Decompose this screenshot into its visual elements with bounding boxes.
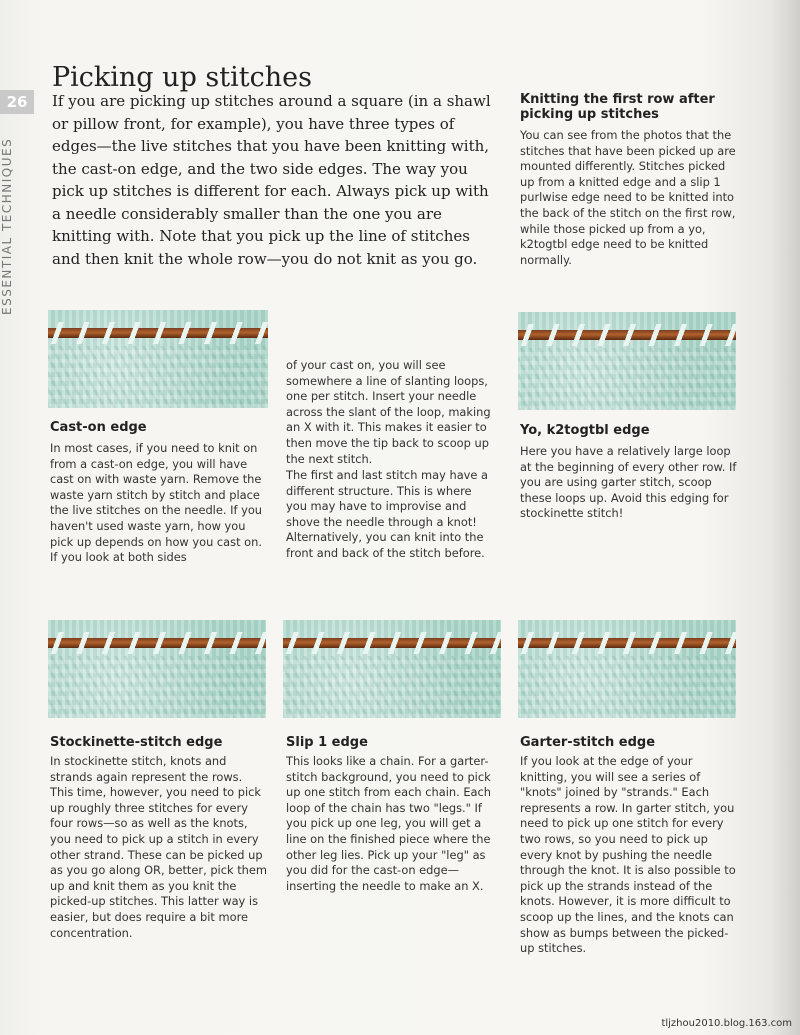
cast-on-body: In most cases, if you need to knit on from a cast-on edge, you will have cast on with waste yarn. Remove the waste yarn stitch by stitch and place the live stitches on the needle. If you haven't used waste yarn, how you pick up depends on how you cast on. If you look at both sides (50, 441, 263, 565)
intro-paragraph: If you are picking up stitches around a square (in a shawl or pillow front, for example), you have three types of edges—the live stitches that you have been knitting with, the cast-on edge, and the two side edges. The way you pick up stitches is different for each. Always pick up with a needle considerably smaller than the one you are knitting with. Note that you pick up the line of stitches and then knit the whole row—you do not knit as you go. (52, 92, 491, 268)
cast-on-body-continued-2: The first and last stitch may have a different structure. This is where you may have to improvise and shove the needle through a knot! Alternatively, you can knit into the front and back of the stitch before. (286, 468, 489, 560)
page-title: Picking up stitches (52, 62, 312, 94)
footer-credit: tljzhou2010.blog.163.com (661, 1018, 792, 1029)
intro-text (52, 90, 502, 270)
sidebar-body: You can see from the photos that the stitches that have been picked up are mounted differently. Stitches picked up from a knitted edge and a slip 1 purlwise edge need to be knitted into the back of the stitch on the first row, while those picked up from a yo, k2togtbl edge need to be knitted normally. (520, 128, 736, 267)
slip1-body: This looks like a chain. For a garter-stitch background, you need to pick up one stitch from each chain. Each loop of the chain has two "legs." If you pick up one leg, you will get a line on the finished piece where the other leg lies. Pick up your "leg" as you did for the cast-on edge—inserting the needle to make an X. (286, 754, 491, 893)
cast-on-heading: Cast-on edge (50, 420, 147, 435)
page-number: 26 (0, 90, 34, 114)
sidebar-first-row (520, 92, 740, 268)
garter-edge-photo (518, 620, 736, 718)
stockinette-body: In stockinette stitch, knots and strands again represent the rows. This time, however, you need to pick up roughly three stitches for every four rows—so as well as the knots, you need to pick up a stitch in every other strand. These can be picked up as you go along OR, better, pick them up and knit them as you knit the picked-up stitches. This latter way is easier, but does require a bit more concentration. (50, 754, 267, 940)
slip1-edge-photo (283, 620, 501, 718)
yo-body: Here you have a relatively large loop at the beginning of every other row. If you are using garter stitch, scoop these loops up. Avoid this edging for stockinette stitch! (520, 444, 737, 521)
yo-heading: Yo, k2togtbl edge (520, 423, 650, 438)
yo-edge-photo (518, 312, 736, 410)
stockinette-heading: Stockinette-stitch edge (50, 735, 223, 750)
sidebar-heading: Knitting the first row after picking up stitches (520, 92, 715, 122)
slip1-heading: Slip 1 edge (286, 735, 368, 750)
cast-on-body-continued: of your cast on, you will see somewhere a line of slanting loops, one per stitch. Insert your needle across the slant of the loop, making an X with it. This makes it easier to then move the tip back to scoop up the next stitch. (286, 358, 491, 466)
garter-heading: Garter-stitch edge (520, 735, 656, 750)
garter-body: If you look at the edge of your knitting, you will see a series of "knots" joined by "strands." Each represents a row. In garter stitch, you need to pick up one stitch for every two rows, so you need to pick up every knot by pushing the needle through the knot. It is also possible to pick up the strands instead of the knots. However, it is more difficult to scoop up the lines, and the knots can show as bumps between the picked-up stitches. (520, 754, 736, 956)
section-label: ESSENTIAL TECHNIQUES (0, 137, 14, 315)
cast-on-edge-photo (48, 310, 268, 408)
stockinette-edge-photo (48, 620, 266, 718)
